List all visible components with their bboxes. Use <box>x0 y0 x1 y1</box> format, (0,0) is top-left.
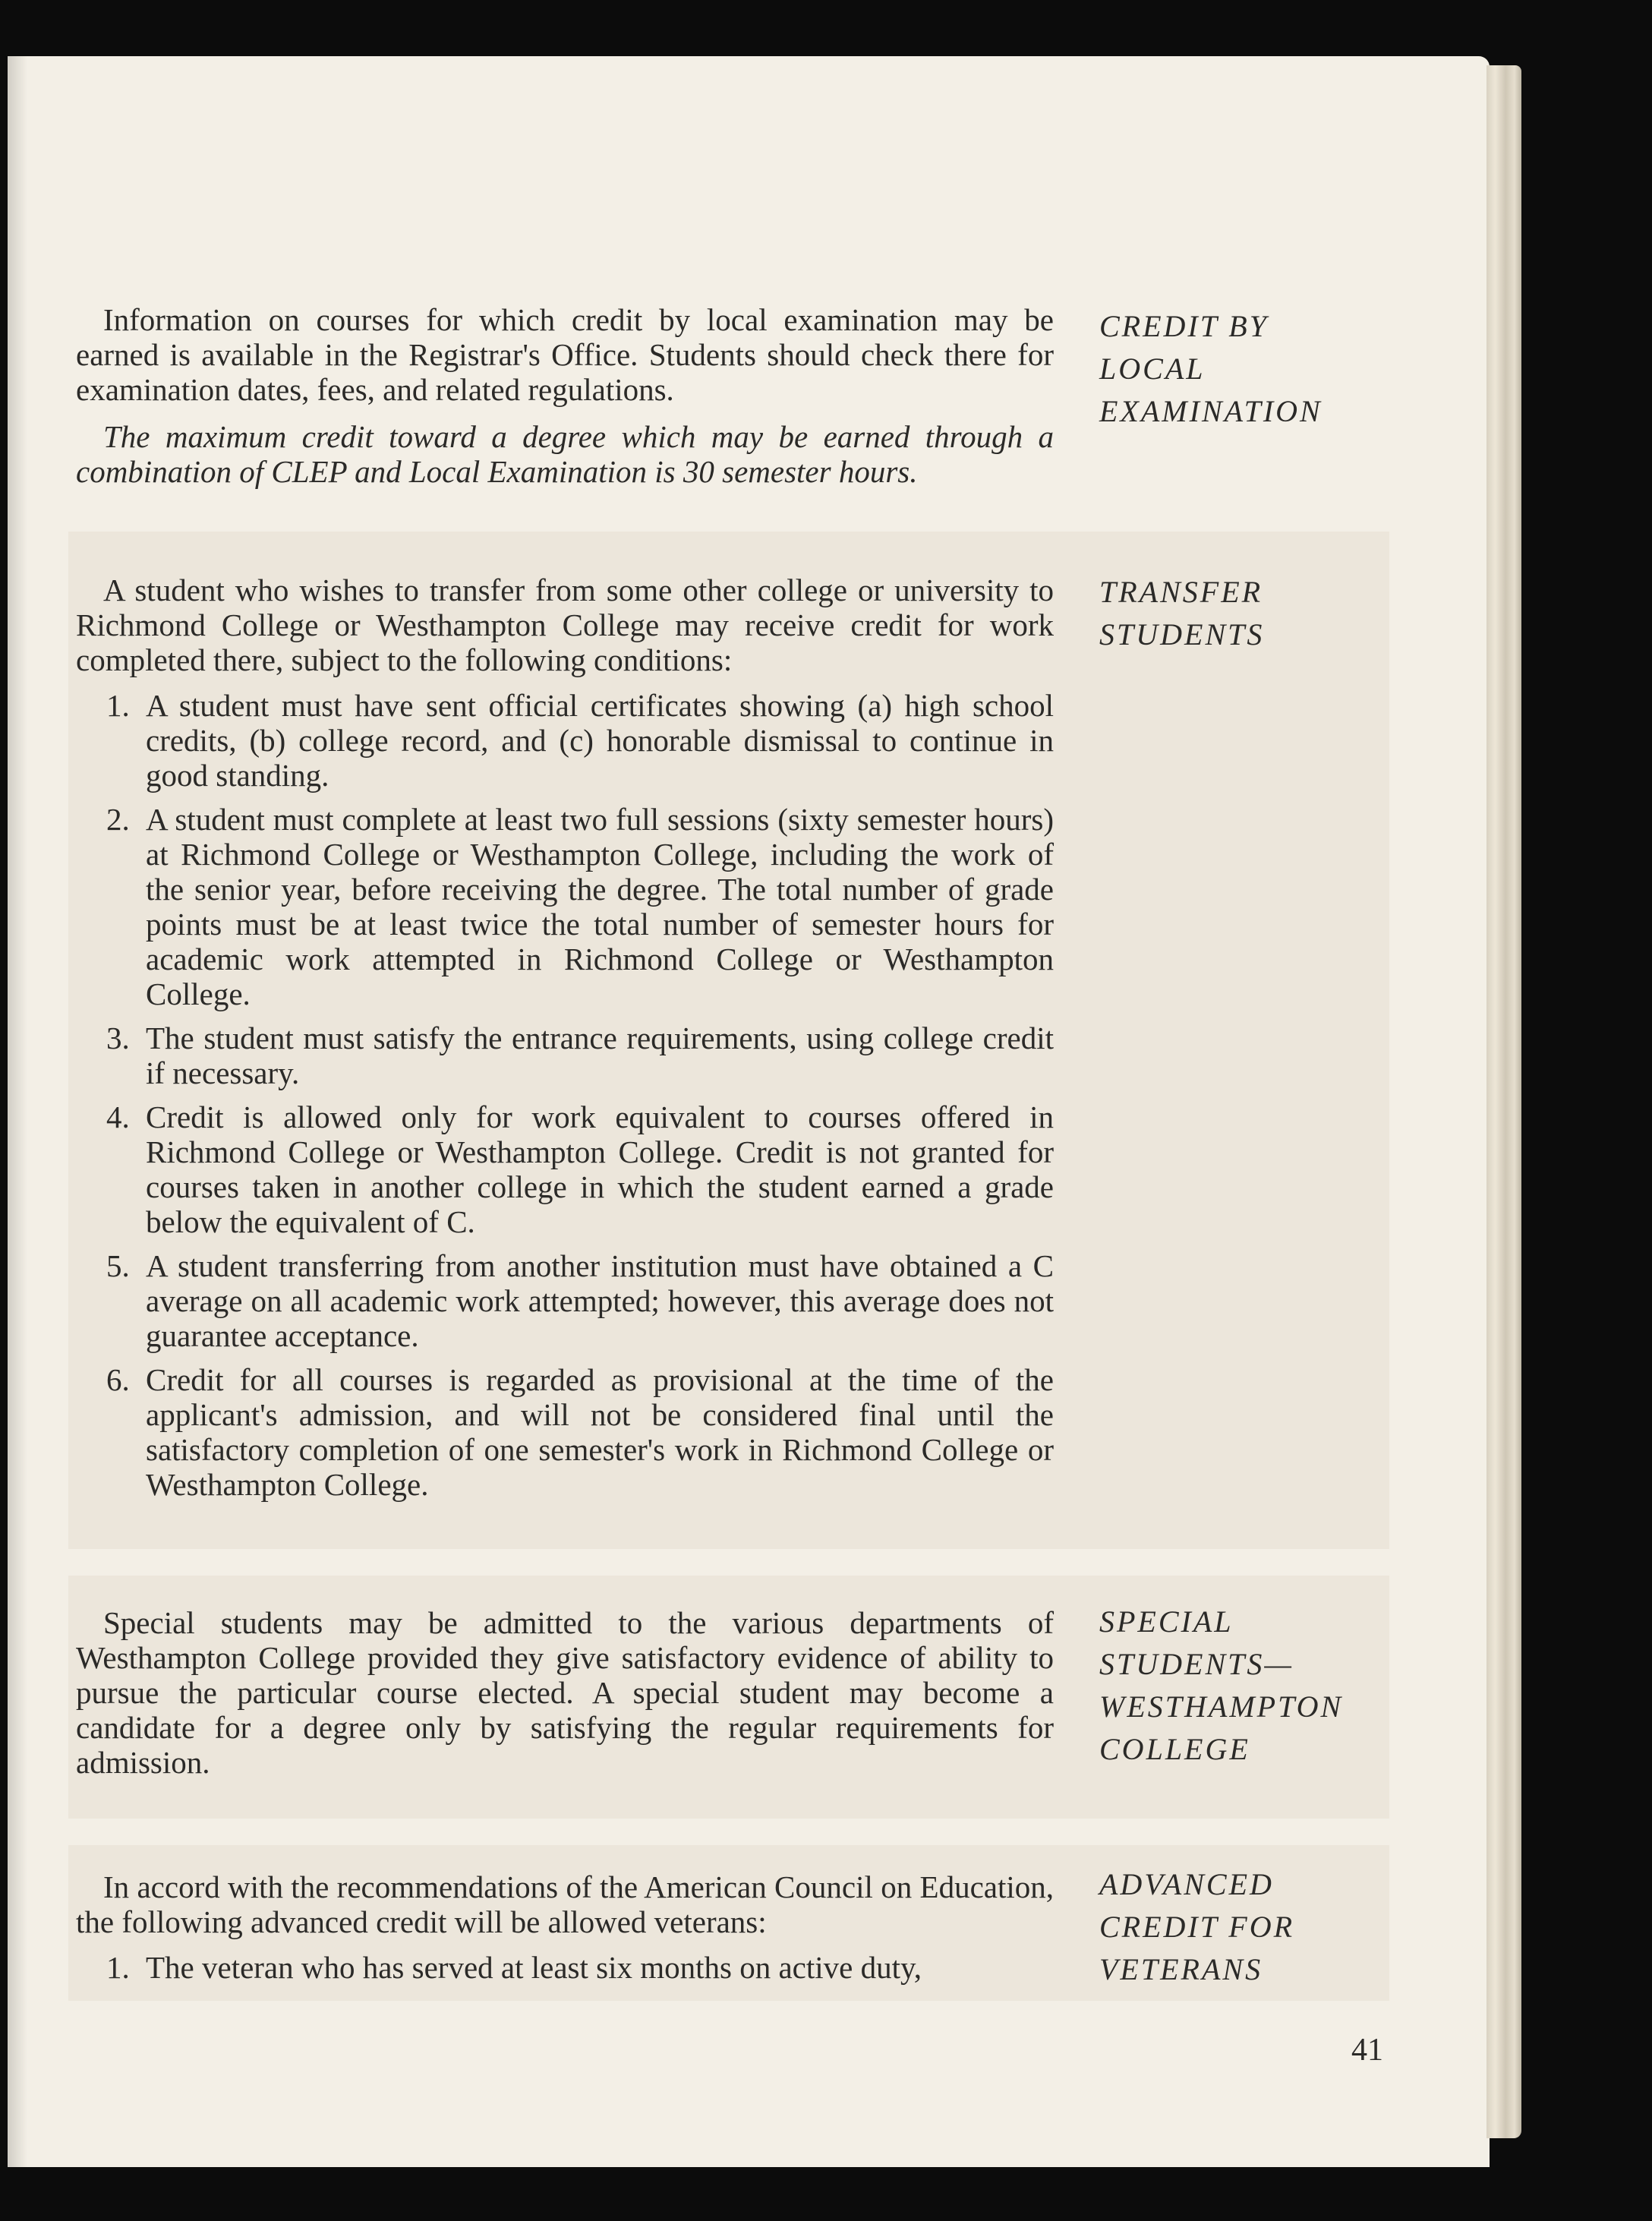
item-number: 1. <box>106 1950 130 1985</box>
side-heading-transfer-students <box>1099 571 1418 656</box>
side-heading-special-students <box>1099 1601 1418 1771</box>
heading-line: SPECIAL <box>1099 1604 1234 1639</box>
heading-line: TRANSFER <box>1099 575 1263 609</box>
item-number: 6. <box>106 1362 130 1397</box>
list-item <box>76 1362 1054 1502</box>
side-heading-advanced-credit-veterans <box>1099 1863 1418 1991</box>
heading-line: WESTHAMPTON <box>1099 1689 1344 1724</box>
item-text: A student must have sent official certificates showing (a) high school credits, (b) college record, and (c) honorable dismissal to continue in good standing. <box>146 688 1054 793</box>
list-item <box>76 1950 1054 1985</box>
heading-line: EXAMINATION <box>1099 394 1323 428</box>
list-item <box>76 1099 1054 1239</box>
list-item <box>76 688 1054 793</box>
heading-line: STUDENTS <box>1099 617 1265 651</box>
page-number: 41 <box>1351 2033 1383 2068</box>
section-advanced-credit-veterans <box>76 1869 1054 1994</box>
item-text: A student transferring from another institution must have obtained a C average on all academic work attempted; however, this average does not guarantee acceptance. <box>146 1248 1054 1353</box>
section-transfer-students <box>76 573 1054 1511</box>
heading-line: CREDIT FOR <box>1099 1910 1295 1944</box>
item-text: The veteran who has served at least six months on active duty, <box>146 1950 922 1985</box>
heading-line: STUDENTS— <box>1099 1647 1294 1681</box>
page-edge <box>1486 65 1521 2138</box>
list-item <box>76 802 1054 1011</box>
item-text: Credit is allowed only for work equivalent to courses offered in Richmond College or Westhampton College. Credit is not granted for courses taken in another college in which the student earned a grade below the equivalent of C. <box>146 1099 1054 1239</box>
heading-line: COLLEGE <box>1099 1732 1250 1766</box>
intro-paragraph: In accord with the recommendations of the American Council on Education, the following advanced credit will be allowed veterans: <box>76 1869 1054 1939</box>
item-text: A student must complete at least two full sessions (sixty semester hours) at Richmond College or Westhampton College, including the work of the senior year, before receiving the degree. The total number of grade points must be at least twice the total number of semester hours for academic work attempted in Richmond College or Westhampton College. <box>146 802 1054 1011</box>
item-text: The student must satisfy the entrance requirements, using college credit if necessary. <box>146 1021 1054 1090</box>
item-number: 4. <box>106 1099 130 1134</box>
item-number: 1. <box>106 688 130 723</box>
list-item <box>76 1021 1054 1090</box>
item-number: 5. <box>106 1248 130 1283</box>
side-heading-credit-by-local-exam <box>1099 305 1418 433</box>
section-credit-by-local-exam <box>76 302 1054 489</box>
paragraph: Information on courses for which credit by local examination may be earned is available in the Registrar's Office. Students should check there for examination dates, fees, and related regulations. <box>76 302 1054 407</box>
italic-note: The maximum credit toward a degree which may be earned through a combination of CLEP and Local Examination is 30 semester hours. <box>76 419 1054 489</box>
list-item <box>76 1248 1054 1353</box>
item-number: 3. <box>106 1021 130 1055</box>
conditions-list <box>76 688 1054 1502</box>
item-number: 2. <box>106 802 130 837</box>
heading-line: LOCAL <box>1099 352 1206 386</box>
veterans-list <box>76 1950 1054 1985</box>
item-text: Credit for all courses is regarded as provisional at the time of the applicant's admission, and will not be considered final until the satisfactory completion of one semester's work in Richmond College or Westhampton College. <box>146 1362 1054 1502</box>
heading-line: CREDIT BY <box>1099 309 1269 343</box>
heading-line: VETERANS <box>1099 1952 1263 1986</box>
intro-paragraph: A student who wishes to transfer from some other college or university to Richmond College or Westhampton College may receive credit for work completed there, subject to the following conditions: <box>76 573 1054 677</box>
paragraph: Special students may be admitted to the various departments of Westhampton College provided they give satisfactory evidence of ability to pursue the particular course elected. A special student may become a candidate for a degree only by satisfying the regular requirements for admission. <box>76 1605 1054 1780</box>
gutter-shadow <box>8 56 27 2167</box>
heading-line: ADVANCED <box>1099 1867 1274 1901</box>
section-special-students <box>76 1605 1054 1780</box>
